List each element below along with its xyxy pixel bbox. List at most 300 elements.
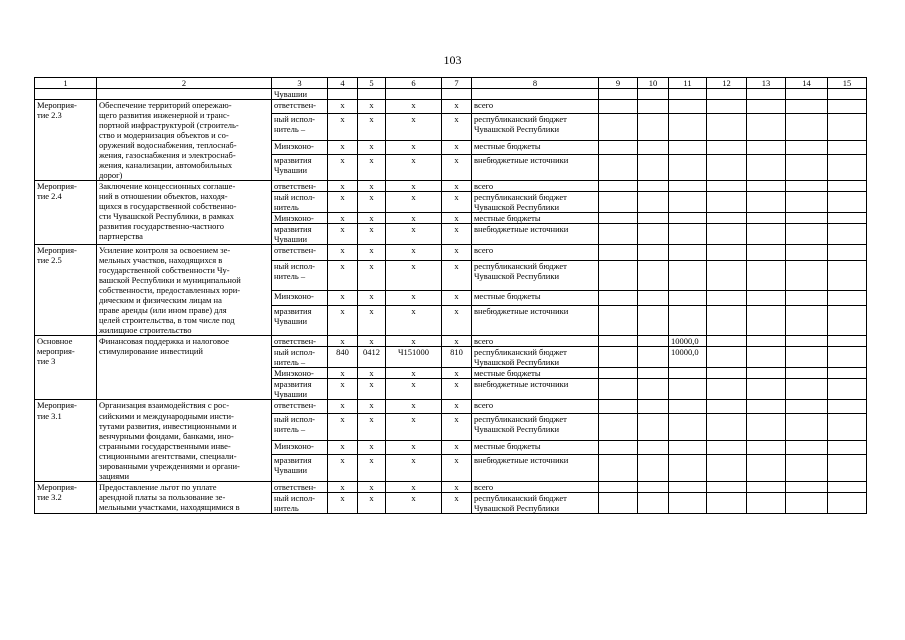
expense-type-cell: x (442, 454, 472, 481)
executor-cell: ный испол- нитель – (272, 260, 328, 290)
year-cell (599, 290, 638, 306)
year-cell (599, 454, 638, 481)
year-cell (707, 454, 747, 481)
executor-cell: ответствен- (272, 336, 328, 347)
year-cell (638, 224, 669, 245)
target-article-cell: x (386, 492, 442, 513)
page-number: 103 (443, 53, 462, 67)
year-cell (828, 400, 867, 414)
executor-cell: Минэконо- (272, 441, 328, 455)
year-cell (747, 492, 786, 513)
target-article-cell: x (386, 100, 442, 114)
year-cell (638, 260, 669, 290)
measure-description: Обеспечение территорий опережаю- щего развития инженерной и транс- портной инфраструктурой (строитель- ство и модернизация объектов и со- оружений водоснабжения, теплоснаб- жения, газоснабжения и электроснаб- жения, канализации, автомобильных дорог) (97, 100, 272, 181)
expense-type-cell: x (442, 481, 472, 492)
header-cell-14: 14 (786, 78, 828, 89)
year-cell (828, 181, 867, 192)
year-cell (669, 245, 707, 261)
year-cell (707, 140, 747, 154)
year-cell (786, 347, 828, 368)
year-cell (638, 113, 669, 140)
table-row (35, 481, 867, 492)
year-cell (786, 140, 828, 154)
year-cell (638, 306, 669, 336)
year-cell (786, 213, 828, 224)
year-cell (599, 347, 638, 368)
table-row (35, 89, 867, 100)
section-code-cell: x (358, 400, 386, 414)
year-cell (828, 441, 867, 455)
expense-type-cell: x (442, 245, 472, 261)
section-code-cell: x (358, 113, 386, 140)
year-cell (599, 441, 638, 455)
expense-type-cell: x (442, 290, 472, 306)
year-cell (638, 192, 669, 213)
expense-type-cell: x (442, 224, 472, 245)
table-cell (638, 89, 669, 100)
measure-name: Мероприя- тие 3.2 (35, 481, 97, 513)
executor-cell: Минэконо- (272, 368, 328, 379)
target-article-cell: x (386, 224, 442, 245)
year-cell (638, 100, 669, 114)
year-cell (707, 414, 747, 441)
table-cell (747, 89, 786, 100)
year-cell (828, 347, 867, 368)
year-cell (707, 154, 747, 181)
year-cell (669, 224, 707, 245)
year-cell (707, 492, 747, 513)
year-cell (669, 154, 707, 181)
year-cell (599, 154, 638, 181)
year-cell (747, 181, 786, 192)
expense-type-cell: x (442, 140, 472, 154)
year-cell (638, 140, 669, 154)
funding-source-cell: республиканский бюджет Чувашской Республики (472, 192, 599, 213)
target-article-cell: Ч151000 (386, 347, 442, 368)
target-article-cell: x (386, 441, 442, 455)
year-cell: 10000,0 (669, 347, 707, 368)
funding-source-cell: местные бюджеты (472, 290, 599, 306)
expense-type-cell: x (442, 192, 472, 213)
section-code-cell: x (358, 454, 386, 481)
measure-name: Мероприя- тие 2.4 (35, 181, 97, 245)
year-cell (828, 154, 867, 181)
header-cell-10: 10 (638, 78, 669, 89)
table-cell (786, 89, 828, 100)
year-cell (786, 192, 828, 213)
year-cell (828, 113, 867, 140)
grbs-code-cell: x (328, 368, 358, 379)
grbs-code-cell: x (328, 154, 358, 181)
target-article-cell: x (386, 368, 442, 379)
executor-cell: ответствен- (272, 100, 328, 114)
expense-type-cell: x (442, 400, 472, 414)
year-cell (747, 481, 786, 492)
executor-cell: Минэконо- (272, 290, 328, 306)
section-code-cell: x (358, 414, 386, 441)
target-article-cell: x (386, 379, 442, 400)
year-cell (599, 400, 638, 414)
expense-type-cell: x (442, 154, 472, 181)
year-cell (669, 454, 707, 481)
year-cell (707, 192, 747, 213)
funding-source-cell: всего (472, 181, 599, 192)
measure-name: Мероприя- тие 3.1 (35, 400, 97, 481)
year-cell (747, 454, 786, 481)
year-cell (747, 192, 786, 213)
year-cell (638, 290, 669, 306)
header-cell-1: 1 (35, 78, 97, 89)
section-code-cell: x (358, 379, 386, 400)
year-cell (747, 154, 786, 181)
year-cell (786, 154, 828, 181)
year-cell (747, 414, 786, 441)
year-cell (747, 213, 786, 224)
expense-type-cell: x (442, 441, 472, 455)
funding-source-cell: местные бюджеты (472, 213, 599, 224)
year-cell (638, 347, 669, 368)
year-cell (747, 140, 786, 154)
grbs-code-cell: x (328, 213, 358, 224)
year-cell (786, 441, 828, 455)
expense-type-cell: x (442, 181, 472, 192)
table-cell (599, 89, 638, 100)
year-cell (707, 379, 747, 400)
year-cell (599, 140, 638, 154)
target-article-cell: x (386, 336, 442, 347)
year-cell (638, 481, 669, 492)
year-cell (747, 379, 786, 400)
table-cell (442, 89, 472, 100)
grbs-code-cell: x (328, 454, 358, 481)
year-cell (599, 306, 638, 336)
year-cell (638, 368, 669, 379)
program-table (34, 77, 867, 514)
year-cell (669, 260, 707, 290)
year-cell (707, 481, 747, 492)
section-code-cell: 0412 (358, 347, 386, 368)
year-cell (828, 454, 867, 481)
year-cell (669, 192, 707, 213)
year-cell (786, 400, 828, 414)
funding-source-cell: всего (472, 400, 599, 414)
executor-cell: мразвития Чувашии (272, 454, 328, 481)
funding-source-cell: местные бюджеты (472, 441, 599, 455)
table-row (35, 336, 867, 347)
year-cell (599, 336, 638, 347)
section-code-cell: x (358, 100, 386, 114)
year-cell (599, 260, 638, 290)
measure-name: Основное мероприя- тие 3 (35, 336, 97, 400)
funding-source-cell: республиканский бюджет Чувашской Республики (472, 113, 599, 140)
executor-cell: мразвития Чувашии (272, 224, 328, 245)
year-cell (786, 260, 828, 290)
target-article-cell: x (386, 290, 442, 306)
year-cell (669, 100, 707, 114)
executor-cell: мразвития Чувашии (272, 379, 328, 400)
header-cell-8: 8 (472, 78, 599, 89)
measure-description: Организация взаимодействия с рос- сийскими и международными инсти- тутами развития, инвестиционными и венчурными фондами, банками, ино- странными государственными инве- стиционными агентствами, специали- зированными учреждениями и органи- зациями (97, 400, 272, 481)
header-cell-5: 5 (358, 78, 386, 89)
section-code-cell: x (358, 336, 386, 347)
grbs-code-cell: x (328, 192, 358, 213)
executor-cell: ный испол- нитель – (272, 113, 328, 140)
year-cell (786, 100, 828, 114)
grbs-code-cell: x (328, 400, 358, 414)
year-cell (707, 100, 747, 114)
funding-source-cell: внебюджетные источники (472, 224, 599, 245)
funding-source-cell: внебюджетные источники (472, 454, 599, 481)
target-article-cell: x (386, 213, 442, 224)
target-article-cell: x (386, 113, 442, 140)
year-cell (786, 368, 828, 379)
table-row (35, 400, 867, 414)
year-cell (669, 306, 707, 336)
grbs-code-cell: x (328, 306, 358, 336)
table-row (35, 181, 867, 192)
executor-cell: Минэконо- (272, 213, 328, 224)
funding-source-cell: республиканский бюджет Чувашской Республики (472, 414, 599, 441)
year-cell (638, 213, 669, 224)
year-cell (747, 347, 786, 368)
year-cell (707, 260, 747, 290)
year-cell (669, 441, 707, 455)
target-article-cell: x (386, 400, 442, 414)
executor-cell: мразвития Чувашии (272, 154, 328, 181)
year-cell (599, 481, 638, 492)
year-cell (828, 414, 867, 441)
header-cell-3: 3 (272, 78, 328, 89)
year-cell (638, 154, 669, 181)
executor-cell: ный испол- нитель – (272, 347, 328, 368)
table-row (35, 100, 867, 114)
year-cell (786, 306, 828, 336)
target-article-cell: x (386, 245, 442, 261)
expense-type-cell: x (442, 306, 472, 336)
header-cell-9: 9 (599, 78, 638, 89)
executor-cell: ответствен- (272, 481, 328, 492)
year-cell (669, 181, 707, 192)
year-cell (599, 192, 638, 213)
header-cell-15: 15 (828, 78, 867, 89)
year-cell (828, 379, 867, 400)
year-cell (786, 454, 828, 481)
year-cell (638, 245, 669, 261)
year-cell (828, 192, 867, 213)
target-article-cell: x (386, 306, 442, 336)
year-cell (828, 306, 867, 336)
year-cell (747, 400, 786, 414)
table-cell (97, 89, 272, 100)
year-cell (599, 181, 638, 192)
table-row (35, 245, 867, 261)
grbs-code-cell: x (328, 336, 358, 347)
year-cell (828, 368, 867, 379)
year-cell (638, 454, 669, 481)
year-cell (828, 336, 867, 347)
year-cell (747, 260, 786, 290)
year-cell (786, 379, 828, 400)
year-cell (599, 113, 638, 140)
expense-type-cell: 810 (442, 347, 472, 368)
grbs-code-cell: x (328, 481, 358, 492)
section-code-cell: x (358, 181, 386, 192)
year-cell (707, 181, 747, 192)
section-code-cell: x (358, 481, 386, 492)
year-cell (747, 290, 786, 306)
year-cell (599, 379, 638, 400)
header-cell-2: 2 (97, 78, 272, 89)
grbs-code-cell: x (328, 245, 358, 261)
year-cell (669, 492, 707, 513)
year-cell (828, 245, 867, 261)
grbs-code-cell: x (328, 113, 358, 140)
grbs-code-cell: x (328, 260, 358, 290)
year-cell (707, 290, 747, 306)
section-code-cell: x (358, 368, 386, 379)
grbs-code-cell: x (328, 414, 358, 441)
year-cell (669, 113, 707, 140)
section-code-cell: x (358, 306, 386, 336)
year-cell: 10000,0 (669, 336, 707, 347)
expense-type-cell: x (442, 113, 472, 140)
year-cell (669, 379, 707, 400)
expense-type-cell: x (442, 492, 472, 513)
executor-cell: ответствен- (272, 181, 328, 192)
year-cell (669, 213, 707, 224)
table-cell (35, 89, 97, 100)
section-code-cell: x (358, 260, 386, 290)
header-cell-13: 13 (747, 78, 786, 89)
year-cell (786, 245, 828, 261)
year-cell (828, 140, 867, 154)
table-cell (828, 89, 867, 100)
year-cell (747, 336, 786, 347)
table-cell: Чувашии (272, 89, 328, 100)
header-cell-4: 4 (328, 78, 358, 89)
executor-cell: ный испол- нитель (272, 192, 328, 213)
year-cell (786, 181, 828, 192)
year-cell (599, 368, 638, 379)
year-cell (599, 213, 638, 224)
expense-type-cell: x (442, 260, 472, 290)
funding-source-cell: местные бюджеты (472, 368, 599, 379)
year-cell (669, 481, 707, 492)
target-article-cell: x (386, 140, 442, 154)
year-cell (786, 290, 828, 306)
grbs-code-cell: x (328, 441, 358, 455)
funding-source-cell: республиканский бюджет Чувашской Республики (472, 260, 599, 290)
measure-description: Заключение концессионных соглаше- ний в отношении объектов, находя- щихся в государственной собственно- сти Чувашской Республики, в рамках развития государственно-частного партнерства (97, 181, 272, 245)
year-cell (786, 481, 828, 492)
year-cell (828, 260, 867, 290)
year-cell (747, 245, 786, 261)
table-cell (328, 89, 358, 100)
expense-type-cell: x (442, 100, 472, 114)
year-cell (707, 441, 747, 455)
expense-type-cell: x (442, 379, 472, 400)
funding-source-cell: внебюджетные источники (472, 154, 599, 181)
measure-name: Мероприя- тие 2.5 (35, 245, 97, 336)
measure-description: Финансовая поддержка и налоговое стимулирование инвестиций (97, 336, 272, 400)
year-cell (638, 400, 669, 414)
year-cell (786, 492, 828, 513)
year-cell (828, 100, 867, 114)
target-article-cell: x (386, 414, 442, 441)
target-article-cell: x (386, 481, 442, 492)
year-cell (786, 414, 828, 441)
table-cell (386, 89, 442, 100)
year-cell (747, 368, 786, 379)
section-code-cell: x (358, 245, 386, 261)
executor-cell: ный испол- нитель (272, 492, 328, 513)
year-cell (786, 113, 828, 140)
header-cell-7: 7 (442, 78, 472, 89)
year-cell (707, 347, 747, 368)
year-cell (786, 224, 828, 245)
year-cell (638, 336, 669, 347)
header-row (35, 78, 867, 89)
funding-source-cell: республиканский бюджет Чувашской Республики (472, 492, 599, 513)
grbs-code-cell: x (328, 100, 358, 114)
year-cell (707, 113, 747, 140)
year-cell (707, 306, 747, 336)
grbs-code-cell: 840 (328, 347, 358, 368)
grbs-code-cell: x (328, 379, 358, 400)
target-article-cell: x (386, 454, 442, 481)
target-article-cell: x (386, 260, 442, 290)
year-cell (638, 379, 669, 400)
section-code-cell: x (358, 140, 386, 154)
year-cell (828, 481, 867, 492)
measure-description: Предоставление льгот по уплате арендной платы за пользование зе- мельными участками, находящимися в (97, 481, 272, 513)
section-code-cell: x (358, 441, 386, 455)
year-cell (669, 290, 707, 306)
funding-source-cell: всего (472, 336, 599, 347)
year-cell (669, 140, 707, 154)
year-cell (707, 213, 747, 224)
table-cell (707, 89, 747, 100)
year-cell (707, 224, 747, 245)
grbs-code-cell: x (328, 224, 358, 245)
year-cell (638, 441, 669, 455)
table-cell (669, 89, 707, 100)
funding-source-cell: всего (472, 100, 599, 114)
year-cell (599, 492, 638, 513)
funding-source-cell: внебюджетные источники (472, 306, 599, 336)
year-cell (747, 306, 786, 336)
year-cell (828, 492, 867, 513)
funding-source-cell: всего (472, 245, 599, 261)
expense-type-cell: x (442, 213, 472, 224)
year-cell (669, 368, 707, 379)
year-cell (599, 245, 638, 261)
expense-type-cell: x (442, 336, 472, 347)
executor-cell: ный испол- нитель – (272, 414, 328, 441)
year-cell (828, 224, 867, 245)
executor-cell: ответствен- (272, 400, 328, 414)
executor-cell: мразвития Чувашии (272, 306, 328, 336)
year-cell (599, 100, 638, 114)
year-cell (638, 414, 669, 441)
grbs-code-cell: x (328, 492, 358, 513)
header-cell-11: 11 (669, 78, 707, 89)
year-cell (828, 290, 867, 306)
year-cell (747, 224, 786, 245)
measure-name: Мероприя- тие 2.3 (35, 100, 97, 181)
grbs-code-cell: x (328, 290, 358, 306)
year-cell (638, 492, 669, 513)
